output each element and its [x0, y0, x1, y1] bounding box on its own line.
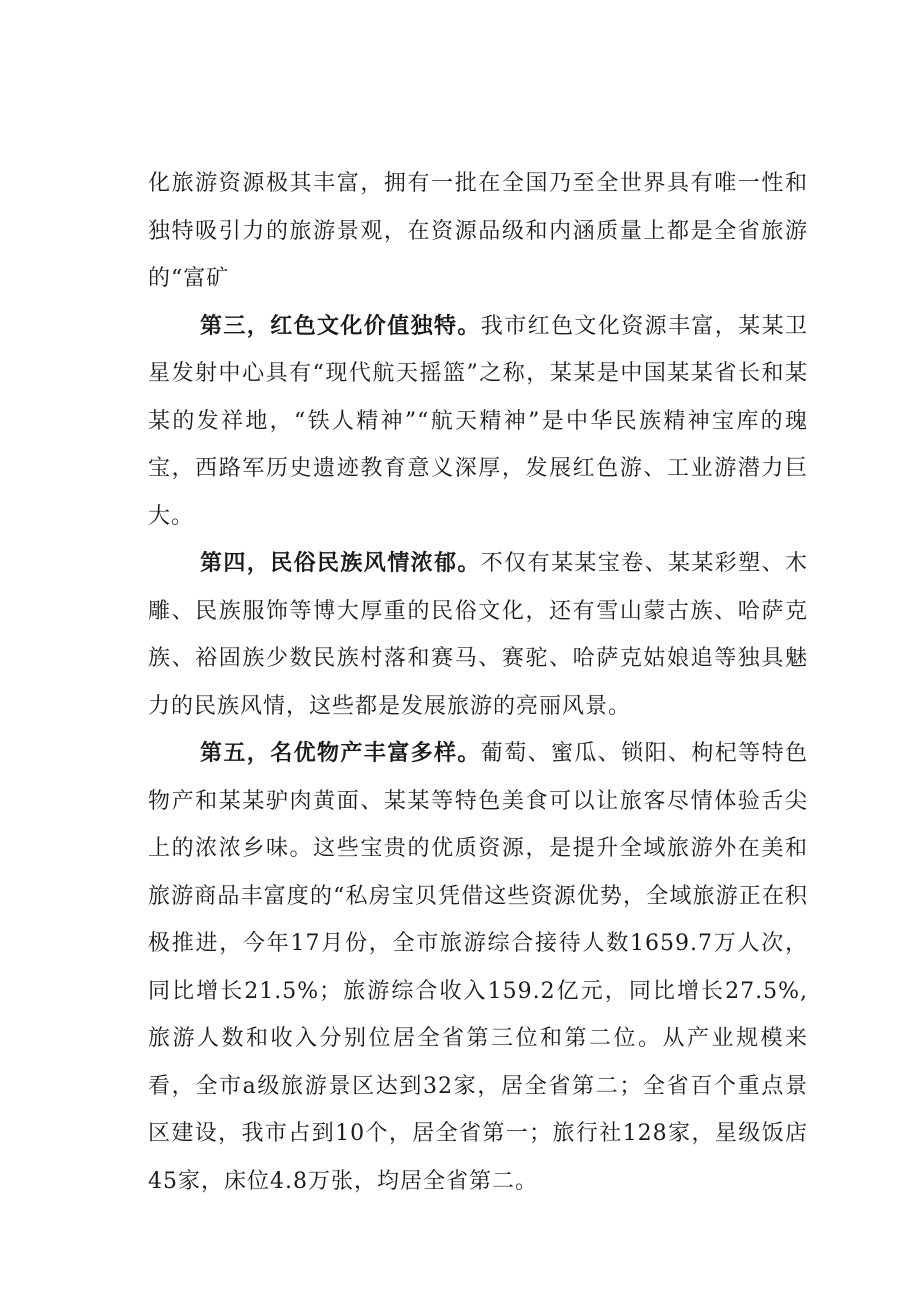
- paragraph-heading: 第三，红色文化价值独特。: [200, 312, 481, 339]
- paragraph-heading: 第四，民俗民族风情浓郁。: [200, 550, 481, 576]
- paragraph-folk-culture: [148, 540, 808, 730]
- paragraph-body: 我市红色文化资源丰富，某某卫星发射中心具有“现代航天摇篮”之称，某某是中国某某省长和某某的发祥地，“铁人精神”“航天精神”是中华民族精神宝库的瑰宝，西路军历史遗迹教育意义深厚，发展红色游、工业游潜力巨大。: [148, 313, 808, 529]
- paragraph-continuation: [148, 160, 808, 303]
- paragraph-body: 化旅游资源极其丰富，拥有一批在全国乃至全世界具有唯一性和独特吸引力的旅游景观，在资源品级和内涵质量上都是全省旅游的“富矿: [148, 171, 808, 291]
- paragraph-red-culture: [148, 303, 808, 541]
- paragraph-body: 葡萄、蜜瓜、锁阳、枸杞等特色物产和某某驴肉黄面、某某等特色美食可以让旅客尽情体验舌尖上的浓浓乡味。这些宝贵的优质资源，是提升全域旅游外在美和旅游商品丰富度的“私房宝贝凭借这些资源优势，全域旅游正在积极推进，今年17月份，全市旅游综合接待人数1659.7万人次，同比增长21.5%；旅游综合收入159.2亿元，同比增长27.5%,旅游人数和收入分别位居全省第三位和第二位。从产业规模来看，全市a级旅游景区达到32家，居全省第二；全省百个重点景区建设，我市占到10个，居全省第一；旅行社128家，星级饭店45家，床位4.8万张，均居全省第二。: [148, 741, 808, 1194]
- paragraph-body: 不仅有某某宝卷、某某彩塑、木雕、民族服饰等博大厚重的民俗文化，还有雪山蒙古族、哈萨克族、裕固族少数民族村落和赛马、赛驼、哈萨克姑娘追等独具魅力的民族风情，这些都是发展旅游的亮丽风景。: [148, 551, 808, 719]
- paragraph-local-products: [148, 730, 808, 1205]
- paragraph-heading: 第五，名优物产丰富多样。: [200, 740, 481, 766]
- document-body: [148, 160, 808, 1205]
